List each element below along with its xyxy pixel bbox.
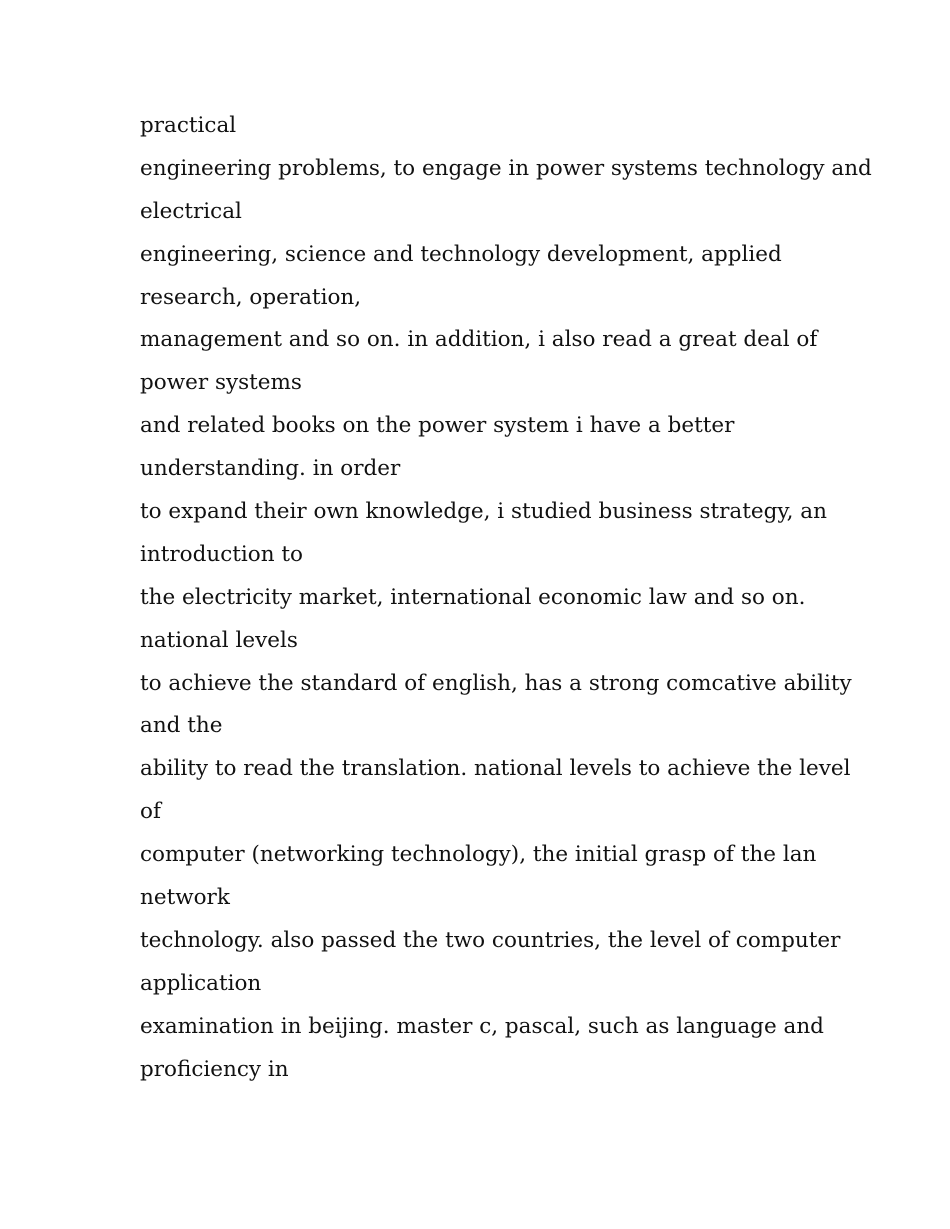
text-line: examination in beijing. master c, pascal, such as language and [140, 1013, 824, 1039]
text-line: and the [140, 713, 223, 739]
text-line: to expand their own knowledge, i studied business strategy, an [140, 499, 827, 525]
text-line: technology. also passed the two countries, the level of computer [140, 927, 841, 953]
text-line: national levels [140, 627, 298, 653]
text-line: application [140, 970, 262, 996]
text-line: network [140, 885, 230, 911]
text-line: of [140, 799, 161, 825]
text-line: the electricity market, international economic law and so on. [140, 584, 806, 610]
text-line: management and so on. in addition, i also read a great deal of [140, 327, 818, 353]
text-line: to achieve the standard of english, has a strong comcative ability [140, 670, 852, 696]
text-line: ability to read the translation. national levels to achieve the level [140, 756, 851, 782]
text-line: computer (networking technology), the initial grasp of the lan [140, 842, 817, 868]
text-line: and related books on the power system i have a better [140, 413, 735, 439]
text-line: practical [140, 113, 237, 138]
text-line: proficiency in [140, 1056, 289, 1082]
text-line: engineering problems, to engage in power systems technology and [140, 155, 872, 181]
text-line: electrical [140, 198, 242, 224]
text-line: understanding. in order [140, 456, 401, 482]
text-line: power systems [140, 370, 302, 396]
text-line: introduction to [140, 541, 303, 567]
text-line: engineering, science and technology development, applied [140, 241, 782, 267]
body-text [140, 105, 872, 1091]
text-line: research, operation, [140, 284, 362, 310]
